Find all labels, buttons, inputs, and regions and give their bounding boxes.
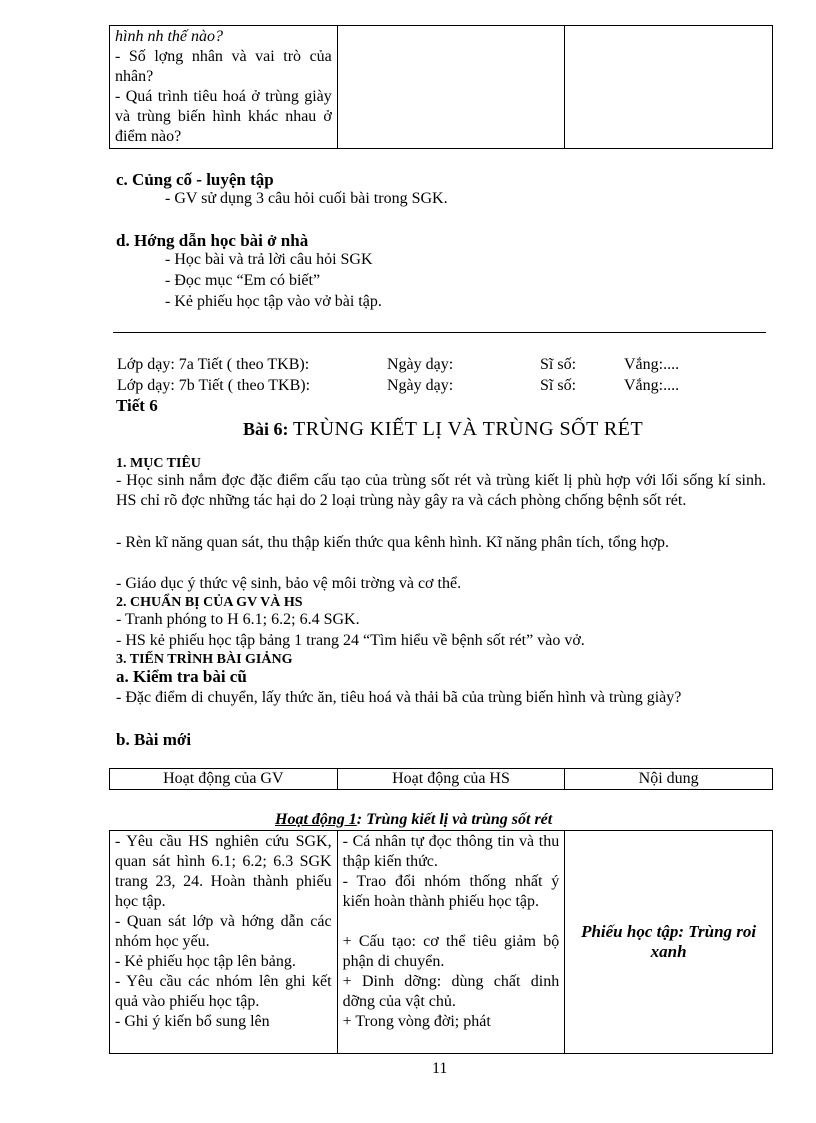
muc-tieu-p3: - Giáo dục ý thức vệ sinh, bảo vệ môi trờng và cơ thể. <box>116 575 462 592</box>
section-c-item: - GV sử dụng 3 câu hỏi cuối bài trong SGK. <box>165 190 448 207</box>
divider <box>113 332 766 333</box>
kiem-tra-text: - Đặc điểm di chuyển, lấy thức ăn, tiêu hoá và thải bã của trùng biến hình và trùng giày? <box>116 689 682 706</box>
activity-gv-col <box>110 831 338 1054</box>
lesson-name: TRÙNG KIẾT LỊ VÀ TRÙNG SỐT RÉT <box>293 418 644 440</box>
activity-label: Hoạt động 1 <box>275 811 357 828</box>
lesson-title <box>243 418 643 441</box>
top-table-col2 <box>337 26 565 149</box>
muc-tieu-p2: - Rèn kĩ năng quan sát, thu thập kiến thức qua kênh hình. Kĩ năng phân tích, tổng hợp. <box>116 534 670 551</box>
section-d-heading: d. Hớng dẫn học bài ở nhà <box>116 231 309 250</box>
hs-item <box>343 912 560 932</box>
schedule-vang: Vắng:.... <box>624 356 680 373</box>
bai-moi-heading: b. Bài mới <box>116 730 192 749</box>
hs-item: - Cá nhân tự đọc thông tin và thu thập kiến thức. <box>342 833 560 870</box>
activity-rest: : Trùng kiết lị và trùng sốt rét <box>356 811 553 828</box>
page-number: 11 <box>432 1060 448 1077</box>
chuan-bi-p2: - HS kẻ phiếu học tập bảng 1 trang 24 “Tìm hiểu về bệnh sốt rét” vào vở. <box>116 632 585 649</box>
top-table-line: - Quá trình tiêu hoá ở trùng giày và trùng biến hình khác nhau ở điểm nào? <box>115 88 332 145</box>
top-table-line: - Số lợng nhân và vai trò của nhân? <box>115 48 332 85</box>
chuan-bi-p1: - Tranh phóng to H 6.1; 6.2; 6.4 SGK. <box>116 611 360 628</box>
lesson-prefix: Bài 6: <box>243 419 289 439</box>
muc-tieu-heading: 1. MỤC TIÊU <box>116 456 201 471</box>
gv-item: - Quan sát lớp và hớng dẫn các nhóm học yếu. <box>115 913 332 950</box>
tien-trinh-heading: 3. TIẾN TRÌNH BÀI GIẢNG <box>116 652 293 667</box>
section-d-item: - Đọc mục “Em có biết” <box>165 272 321 289</box>
muc-tieu-p1: - Học sinh nắm đợc đặc điểm cấu tạo của trùng sốt rét và trùng kiết lị phù hợp với lối sống kí sinh. HS chỉ rõ đợc những tác hại do 2 loại trùng này gây ra và cách phòng chống bệnh sốt rét. <box>116 472 766 509</box>
header-noi-dung: Nội dung <box>565 769 773 790</box>
activity-caption <box>275 811 552 829</box>
gv-item: - Kẻ phiếu học tập lên bảng. <box>115 953 296 970</box>
top-table-col3 <box>565 26 773 149</box>
top-table-col1 <box>110 26 338 149</box>
header-hs: Hoạt động của HS <box>337 769 565 790</box>
chuan-bi-heading: 2. CHUẨN BỊ CỦA GV VÀ HS <box>116 595 303 610</box>
activity-noi-dung: Phiếu học tập: Trùng roi xanh <box>565 831 773 1054</box>
section-d-item: - Học bài và trả lời câu hỏi SGK <box>165 251 373 268</box>
tiet-label: Tiết 6 <box>116 396 158 415</box>
header-table <box>109 768 773 790</box>
activity-hs-col <box>337 831 565 1054</box>
section-d-item: - Kẻ phiếu học tập vào vở bài tập. <box>165 293 382 310</box>
header-gv: Hoạt động của GV <box>110 769 338 790</box>
schedule-siso: Sĩ số: <box>540 377 577 394</box>
schedule-lop: Lớp dạy: 7a Tiết ( theo TKB): <box>117 356 310 373</box>
schedule-vang: Vắng:.... <box>624 377 680 394</box>
gv-item: - Yêu cầu các nhóm lên ghi kết quả vào phiếu học tập. <box>115 973 332 1010</box>
schedule-siso: Sĩ số: <box>540 356 577 373</box>
hs-item: + Cấu tạo: cơ thể tiêu giảm bộ phận di chuyển. <box>342 933 560 970</box>
schedule-lop: Lớp dạy: 7b Tiết ( theo TKB): <box>117 377 311 394</box>
gv-item: - Yêu cầu HS nghiên cứu SGK, quan sát hình 6.1; 6.2; 6.3 SGK trang 23, 24. Hoàn thành phiếu học tập. <box>115 833 332 910</box>
kiem-tra-heading: a. Kiểm tra bài cũ <box>116 667 247 686</box>
gv-item: - Ghi ý kiến bổ sung lên <box>115 1013 270 1030</box>
activity-table <box>109 830 773 1054</box>
hs-item: + Trong vòng đời; phát <box>342 1013 491 1030</box>
hs-item: + Dinh dỡng: dùng chất dinh dỡng của vật chủ. <box>342 973 560 1010</box>
schedule-ngay: Ngày dạy: <box>387 377 454 394</box>
hs-item: - Trao đổi nhóm thống nhất ý kiến hoàn thành phiếu học tập. <box>342 873 560 910</box>
section-c-heading: c. Củng cố - luyện tập <box>116 170 274 189</box>
schedule-ngay: Ngày dạy: <box>387 356 454 373</box>
top-table-line: hình nh thế nào? <box>115 28 223 45</box>
top-table <box>109 25 773 149</box>
